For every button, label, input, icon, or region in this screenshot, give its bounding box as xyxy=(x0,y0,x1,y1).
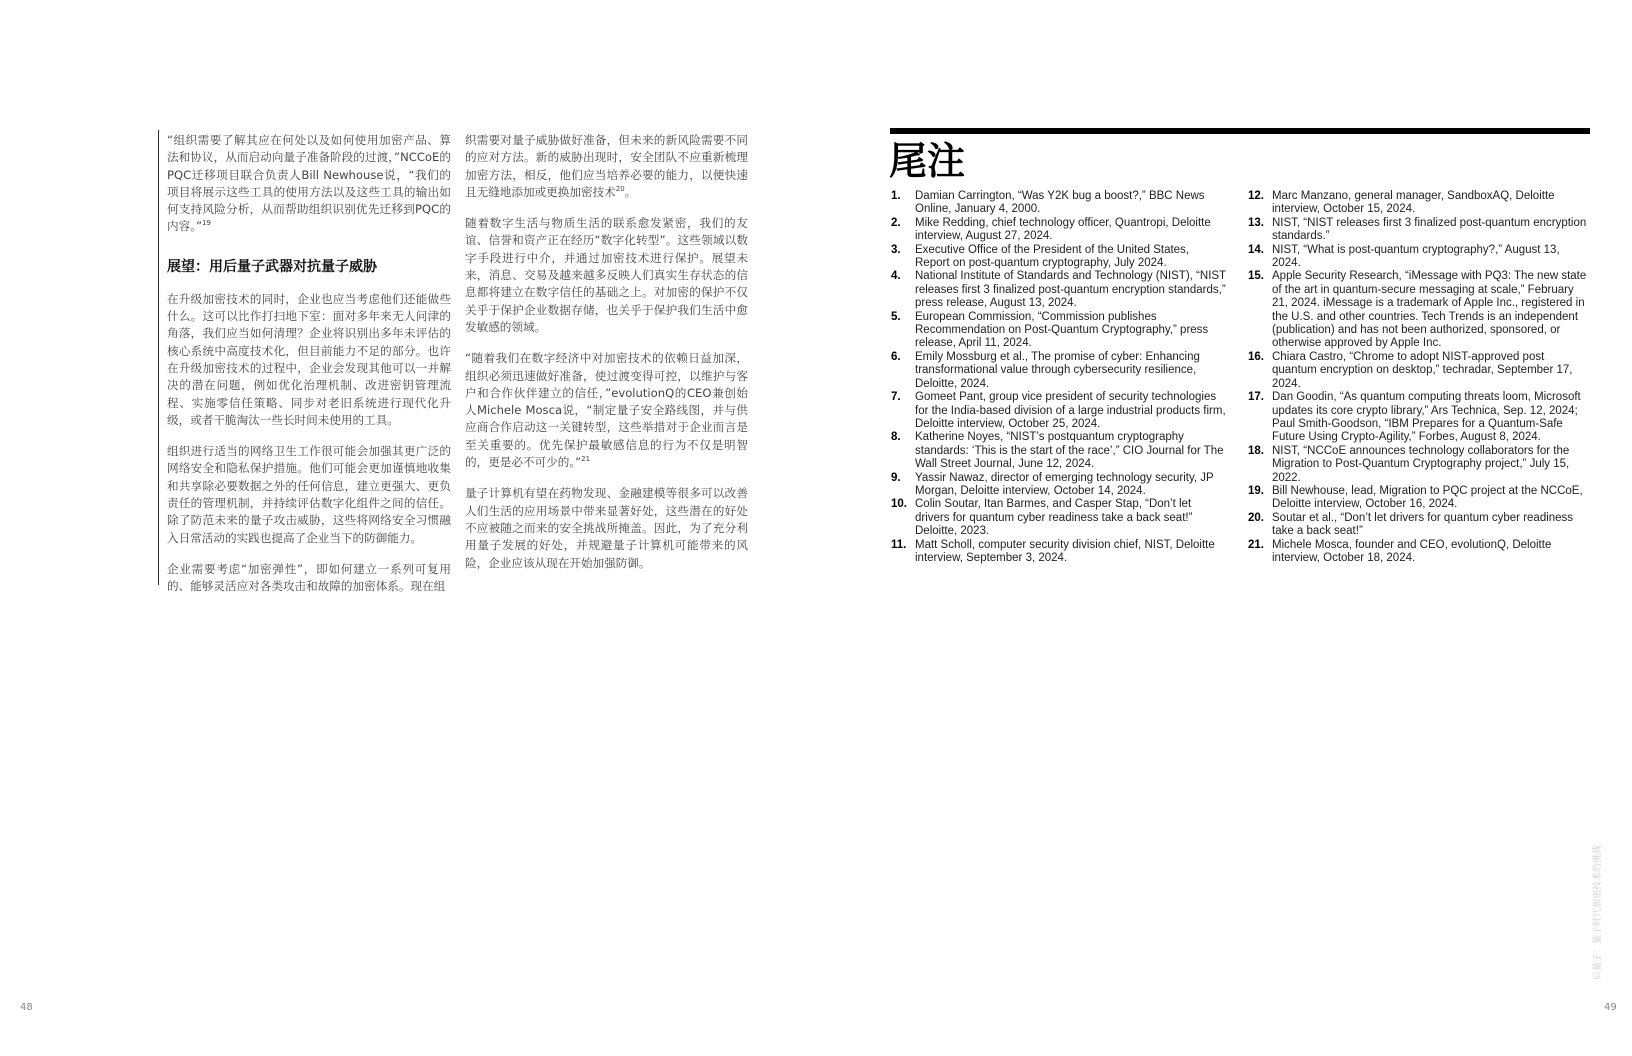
right-page xyxy=(816,0,1632,1056)
endnote-number: 10. xyxy=(891,498,907,511)
endnote-item xyxy=(891,351,1226,391)
endnote-item xyxy=(1248,190,1588,217)
endnotes-column-2 xyxy=(1248,190,1588,565)
endnote-text: Damian Carrington, “Was Y2K bug a boost?,” BBC News Online, January 4, 2000. xyxy=(915,190,1205,216)
endnote-number: 20. xyxy=(1248,511,1264,524)
endnote-text: Michele Mosca, founder and CEO, evolutionQ, Deloitte interview, October 18, 2024. xyxy=(1272,538,1552,564)
endnote-item xyxy=(1248,244,1588,271)
page-number: 49 xyxy=(1604,1002,1617,1013)
quote-rule xyxy=(158,130,159,585)
endnote-number: 5. xyxy=(891,310,901,323)
paragraph: 量子计算机有望在药物发现、金融建模等很多可以改善人们生活的应用场景中带来显著好处，这些潜在的好处不应被随之而来的安全挑战所掩盖。因此，为了充分利用量子发展的好处，并规避量子计算机可能带来的风险，企业应该从现在开始加强防御。 xyxy=(465,486,748,570)
endnote-item xyxy=(1248,217,1588,244)
footnote-ref[interactable]: 19 xyxy=(202,219,211,228)
endnote-item xyxy=(891,498,1226,538)
endnote-item xyxy=(1248,445,1588,485)
endnote-number: 1. xyxy=(891,190,901,202)
endnote-number: 21. xyxy=(1248,538,1264,551)
endnote-item xyxy=(891,391,1226,431)
endnote-text: Yassir Nawaz, director of emerging technology security, JP Morgan, Deloitte interview, October 14, 2024. xyxy=(915,471,1214,497)
endnote-number: 8. xyxy=(891,431,901,444)
endnote-item xyxy=(1248,270,1588,350)
endnote-item xyxy=(1248,485,1588,512)
endnote-text: Chiara Castro, “Chrome to adopt NIST-approved post quantum encryption on desktop,” techradar, September 17, 2024. xyxy=(1272,350,1573,390)
paragraph-quote-mosca: “随着我们在数字经济中对加密技术的依赖日益加深，组织必须迅速做好准备，使过渡变得可控，以维护与客户和合作伙伴建立的信任，”evolutionQ的CEO兼创始人Michele Mosca说，“制定量子安全路线图，并与供应商合作启动这一关键转型，这些举措对于企业而言是至关重要的。优先保护最敏感信息的行为不仅是明智的，更是必不可少的。”$^{21}$ xyxy=(465,351,748,470)
endnote-text: Mike Redding, chief technology officer, Quantropi, Deloitte interview, August 27, 2024. xyxy=(915,216,1211,243)
footnote-ref[interactable]: 21 xyxy=(581,455,591,464)
running-header: 后量子：量子时代加密技术的挑战 xyxy=(1593,844,1603,980)
endnote-text: National Institute of Standards and Technology (NIST), “NIST releases first 3 finalized post-quantum encryption standards,” press release, August 13, 2024. xyxy=(915,270,1226,310)
paragraph: 随着数字生活与物质生活的联系愈发紧密，我们的友谊、信誉和资产正在经历“数字化转型”。这些领域以数字手段进行中介，并通过加密技术进行保护。展望未来，消息、交易及越来越多反映人们真实生存状态的信息都将建立在数字信任的基础之上。对加密的保护不仅关乎于保护企业数据存储，也关乎于保护我们生活中愈发敏感的领域。 xyxy=(465,216,748,334)
endnote-item xyxy=(891,217,1226,244)
text-column-1 xyxy=(167,132,451,610)
endnote-number: 17. xyxy=(1248,391,1264,404)
endnote-number: 4. xyxy=(891,270,901,283)
page-title: 尾注 xyxy=(889,139,966,183)
endnote-number: 11. xyxy=(891,538,907,551)
endnote-item xyxy=(1248,391,1588,445)
paragraph: 组织进行适当的网络卫生工作很可能会加强其更广泛的网络安全和隐私保护措施。他们可能会更加谨慎地收集和共享除必要数据之外的任何信息，建立更强大、更负责任的管理机制，并持续评估数字化组件之间的信任。除了防范未来的量子攻击威胁，这些将网络安全习惯融入日常活动的实践也提高了企业当下的防御能力。 xyxy=(167,444,451,545)
endnote-number: 16. xyxy=(1248,350,1264,363)
endnote-item xyxy=(1248,539,1588,566)
endnote-number: 13. xyxy=(1248,216,1264,229)
endnote-text: Colin Soutar, Itan Barmes, and Casper Stap, “Don’t let drivers for quantum cyber readiness take a back seat!” Deloitte, 2023. xyxy=(915,498,1193,538)
endnote-text: Dan Goodin, “As quantum computing threats loom, Microsoft updates its core crypto library,” Ars Technica, Sep. 12, 2024; Paul Smith-Goodson, “IBM Prepares for a Quantum-Safe Future Using Crypto-Agility,” Forbes, August 8, 2024. xyxy=(1272,391,1581,444)
endnote-text: Bill Newhouse, lead, Migration to PQC project at the NCCoE, Deloitte interview, October 16, 2024. xyxy=(1272,484,1583,511)
endnote-text: Matt Scholl, computer security division chief, NIST, Deloitte interview, September 3, 2024. xyxy=(915,538,1215,564)
endnote-text: Soutar et al., “Don’t let drivers for quantum cyber readiness take a back seat!” xyxy=(1272,511,1574,538)
endnote-item xyxy=(891,311,1226,351)
endnote-text: NIST, “What is post-quantum cryptography?,” August 13, 2024. xyxy=(1272,243,1560,270)
text-column-2 xyxy=(465,132,748,586)
endnote-item xyxy=(891,472,1226,499)
endnote-text: Marc Manzano, general manager, SandboxAQ, Deloitte interview, October 15, 2024. xyxy=(1272,190,1555,216)
endnote-item xyxy=(1248,512,1588,539)
endnote-item xyxy=(891,270,1226,310)
endnote-text: Gomeet Pant, group vice president of security technologies for the India-based division of a large industrial products firm, Deloitte interview, October 25, 2024. xyxy=(915,391,1226,430)
endnote-text: Executive Office of the President of the United States, Report on post-quantum cryptography, July 2024. xyxy=(915,243,1190,270)
endnote-text: Emily Mossburg et al., The promise of cyber: Enhancing transformational value through cybersecurity resilience, Deloitte, 2024. xyxy=(915,350,1200,390)
endnote-text: Katherine Noyes, “NIST’s postquantum cryptography standards: ‘This is the start of the race’,” CIO Journal for The Wall Street Journal, June 12, 2024. xyxy=(915,431,1224,471)
endnote-number: 7. xyxy=(891,391,901,404)
endnote-number: 2. xyxy=(891,216,901,229)
endnote-item xyxy=(891,190,1226,217)
endnote-text: Apple Security Research, “iMessage with PQ3: The new state of the art in quantum-secure messaging at scale,” February 21, 2024. iMessage is a trademark of Apple Inc., registered in the U.S. and other countries. Tech Trends is an independent (publication) and has not been authorized, sponsored, or otherwise approved by Apple Inc. xyxy=(1272,270,1587,350)
endnote-text: NIST, “NIST releases first 3 finalized post-quantum encryption standards.” xyxy=(1272,216,1587,243)
endnote-item xyxy=(1248,351,1588,391)
footnote-ref[interactable]: 20 xyxy=(615,185,625,194)
endnote-item xyxy=(891,431,1226,471)
endnotes-column-1 xyxy=(891,190,1226,565)
paragraph: 织需要对量子威胁做好准备，但未来的新风险需要不同的应对方法。新的威胁出现时，安全团队不应重新梳理加密方法，相反，他们应当培养必要的能力，以便快速且无缝地添加或更换加密技术$^{20}$。 xyxy=(465,133,748,199)
endnote-number: 12. xyxy=(1248,190,1264,202)
paragraph-quote-newhouse: “组织需要了解其应在何处以及如何使用加密产品、算法和协议，从而启动向量子准备阶段的过渡，”NCCoE的PQC迁移项目联合负责人Bill Newhouse说，“我们的项目将展示这些工具的使用方法以及这些工具的输出如何支持风险分析，从而帮助组织识别优先迁移到PQC的内容。”$^{19}$ xyxy=(167,133,451,234)
endnote-number: 18. xyxy=(1248,444,1264,457)
endnote-number: 14. xyxy=(1248,243,1264,256)
endnote-number: 15. xyxy=(1248,270,1264,283)
endnote-item xyxy=(891,539,1226,566)
paragraph: 企业需要考虑“加密弹性”，即如何建立一系列可复用的、能够灵活应对各类攻击和故障的加密体系。现在组 xyxy=(167,561,451,594)
page-number: 48 xyxy=(20,1002,33,1013)
endnote-text: NIST, “NCCoE announces technology collaborators for the Migration to Post-Quantum Cryptography project,” July 15, 2022. xyxy=(1272,444,1570,484)
endnote-number: 9. xyxy=(891,471,901,484)
section-heading: 展望：用后量子武器对抗量子威胁 xyxy=(167,258,377,275)
endnote-number: 19. xyxy=(1248,484,1264,497)
title-bar xyxy=(890,128,1590,134)
endnote-number: 3. xyxy=(891,243,901,256)
paragraph: 在升级加密技术的同时，企业也应当考虑他们还能做些什么。这可以比作打扫地下室：面对多年来无人问津的角落，我们应当如何清理？企业将识别出多年未评估的核心系统中高度技术化，但目前能力不足的部分。也许在升级加密技术的过程中，企业会发现其他可以一并解决的潜在问题，例如优化治理机制、改进密钥管理流程、实施零信任策略、同步对老旧系统进行现代化升级，或者干脆淘汰一些长时间未使用的工具。 xyxy=(167,291,451,427)
endnote-item xyxy=(891,244,1226,271)
endnote-text: European Commission, “Commission publishes Recommendation on Post-Quantum Cryptography,” press release, April 11, 2024. xyxy=(915,310,1209,350)
endnote-number: 6. xyxy=(891,350,901,363)
